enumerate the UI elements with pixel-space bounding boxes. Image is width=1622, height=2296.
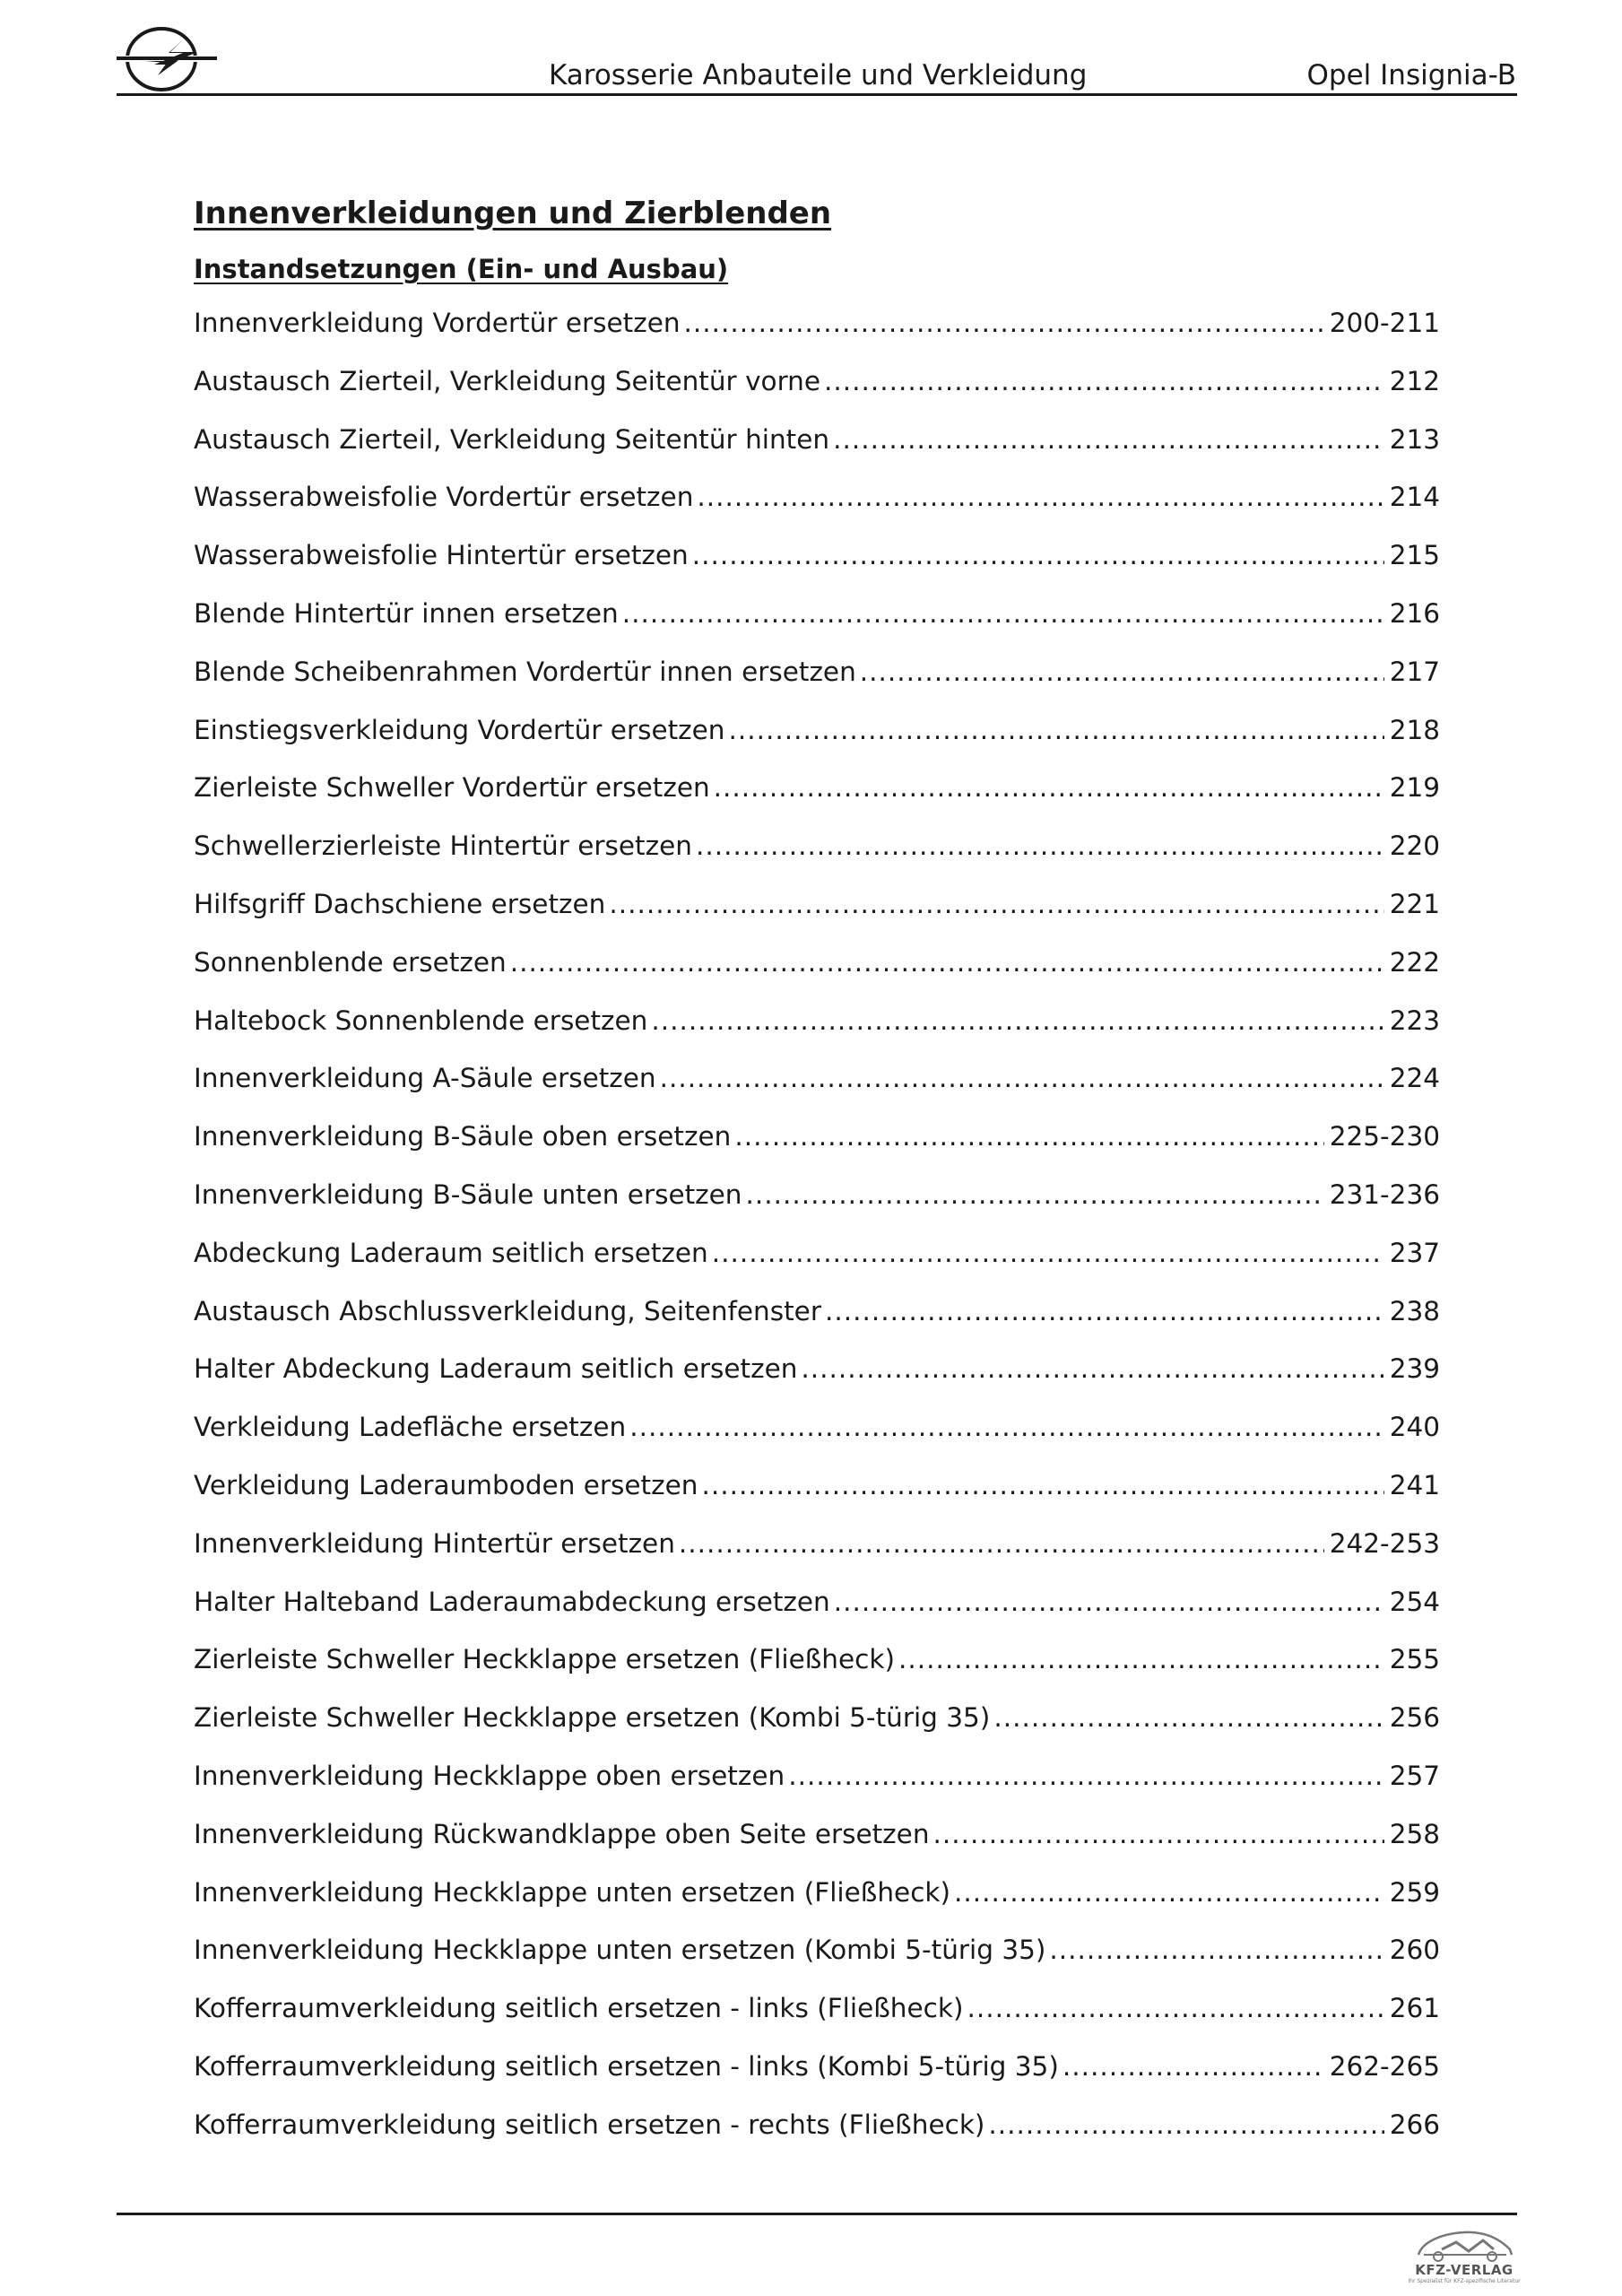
toc-entry[interactable] [194,1689,1440,1747]
toc-entry-title: Austausch Zierteil, Verkleidung Seitentür vorne [194,365,821,396]
toc-entry-page: 221 [1389,888,1440,919]
toc-entry-title: Innenverkleidung A-Säule ersetzen [194,1063,656,1094]
toc-entry-title: Innenverkleidung Hintertür ersetzen [194,1527,675,1559]
toc-dot-leader [834,1573,1384,1631]
toc-entry-title: Halter Abdeckung Laderaum seitlich ersetzen [194,1353,798,1385]
toc-entry[interactable] [194,1979,1440,2038]
toc-dot-leader [1063,2038,1324,2096]
toc-entry-title: Kofferraumverkleidung seitlich ersetzen - links (Kombi 5-türig 35) [194,2050,1059,2082]
toc-entry-title: Haltebock Sonnenblende ersetzen [194,1004,648,1036]
toc-entry-page: 255 [1389,1644,1440,1675]
toc-entry-page: 256 [1389,1702,1440,1734]
toc-entry-title: Wasserabweisfolie Hintertür ersetzen [194,540,689,571]
toc-dot-leader [609,875,1383,934]
toc-dot-leader [967,1979,1383,2038]
toc-entry[interactable] [194,1224,1440,1283]
toc-dot-leader [712,1224,1384,1283]
toc-entry[interactable] [194,2096,1440,2154]
toc-entry-page: 261 [1389,1993,1440,2024]
footer-divider [117,2213,1517,2215]
toc-entry[interactable] [194,352,1440,411]
toc-entry[interactable] [194,468,1440,526]
toc-entry-title: Halter Halteband Laderaumabdeckung ersetzen [194,1586,830,1617]
toc-entry-title: Innenverkleidung Heckklappe unten ersetzen (Kombi 5-türig 35) [194,1935,1046,1966]
toc-dot-leader [993,1689,1383,1747]
toc-entry[interactable] [194,1747,1440,1805]
header-model: Opel Insignia-B [1306,59,1516,91]
toc-entry[interactable] [194,526,1440,585]
toc-entry-title: Innenverkleidung Rückwandklappe oben Seite ersetzen [194,1818,930,1849]
toc-entry[interactable] [194,701,1440,760]
toc-dot-leader [933,1805,1384,1864]
toc-dot-leader [898,1631,1384,1689]
toc-dot-leader [954,1864,1384,1922]
toc-entry-title: Innenverkleidung B-Säule oben ersetzen [194,1121,732,1152]
toc-dot-leader [734,1108,1323,1166]
toc-entry-page: 262-265 [1329,2050,1440,2082]
publisher-logo [1406,2224,1522,2287]
toc-dot-leader [697,468,1383,526]
toc-dot-leader [692,526,1384,585]
toc-dot-leader [629,1398,1383,1457]
toc-entry[interactable] [194,817,1440,875]
toc-dot-leader [714,759,1384,817]
toc-dot-leader [746,1166,1324,1224]
toc-entry-page: 239 [1389,1353,1440,1385]
toc-entry-title: Innenverkleidung B-Säule unten ersetzen [194,1178,742,1210]
toc-list [194,294,1440,2154]
toc-entry[interactable] [194,1805,1440,1864]
toc-entry-page: 223 [1389,1004,1440,1036]
toc-entry-title: Kofferraumverkleidung seitlich ersetzen - links (Fließheck) [194,1993,964,2024]
header-title: Karosserie Anbauteile und Verkleidung [549,59,1088,91]
toc-entry[interactable] [194,1340,1440,1398]
toc-entry[interactable] [194,411,1440,469]
toc-entry-page: 219 [1389,772,1440,804]
publisher-logo-text: KFZ-VERLAG [1415,2262,1514,2278]
toc-dot-leader [801,1340,1383,1398]
toc-dot-leader [729,701,1384,760]
toc-entry-title: Kofferraumverkleidung seitlich ersetzen - rechts (Fließheck) [194,2109,985,2140]
toc-entry[interactable] [194,1166,1440,1224]
toc-dot-leader [510,934,1384,992]
toc-entry-page: 220 [1389,831,1440,862]
toc-dot-leader [988,2096,1383,2154]
opel-logo-icon [115,25,219,95]
header-divider [117,93,1517,96]
toc-entry-title: Wasserabweisfolie Vordertür ersetzen [194,482,694,513]
toc-entry-page: 224 [1389,1063,1440,1094]
toc-entry-title: Innenverkleidung Heckklappe oben ersetzen [194,1760,785,1791]
car-silhouette-icon [1406,2224,1522,2264]
toc-entry-page: 217 [1389,656,1440,687]
toc-entry-page: 240 [1389,1412,1440,1443]
toc-dot-leader [660,1049,1384,1108]
toc-entry-title: Verkleidung Laderaumboden ersetzen [194,1469,698,1500]
toc-entry-title: Zierleiste Schweller Heckklappe ersetzen (Kombi 5-türig 35) [194,1702,991,1734]
toc-entry-page: 237 [1389,1237,1440,1268]
publisher-tagline: Ihr Spezialist für KFZ-spezifische Literatur [1408,2278,1521,2284]
toc-entry-page: 215 [1389,540,1440,571]
toc-entry[interactable] [194,1108,1440,1166]
toc-entry-title: Innenverkleidung Heckklappe unten ersetzen (Fließheck) [194,1876,951,1908]
toc-dot-leader [833,411,1384,469]
section-title: Innenverkleidungen und Zierblenden [194,196,832,231]
toc-entry-title: Zierleiste Schweller Heckklappe ersetzen (Fließheck) [194,1644,895,1675]
toc-dot-leader [696,817,1384,875]
toc-entry-title: Abdeckung Laderaum seitlich ersetzen [194,1237,708,1268]
toc-entry-page: 238 [1389,1295,1440,1326]
toc-dot-leader [860,643,1384,701]
toc-dot-leader [825,1283,1384,1341]
toc-entry[interactable] [194,1457,1440,1515]
toc-dot-leader [651,992,1383,1050]
toc-entry-title: Austausch Abschlussverkleidung, Seitenfenster [194,1295,821,1326]
toc-entry[interactable] [194,875,1440,934]
toc-entry-page: 259 [1389,1876,1440,1908]
toc-entry[interactable] [194,1864,1440,1922]
toc-entry-title: Blende Scheibenrahmen Vordertür innen ersetzen [194,656,856,687]
toc-entry[interactable] [194,934,1440,992]
toc-entry-title: Einstiegsverkleidung Vordertür ersetzen [194,714,725,745]
toc-dot-leader [788,1747,1384,1805]
toc-entry-page: 225-230 [1329,1121,1440,1152]
page-header [0,0,1622,99]
toc-entry[interactable] [194,2038,1440,2096]
toc-entry[interactable] [194,643,1440,701]
toc-entry[interactable] [194,1049,1440,1108]
toc-dot-leader [622,585,1384,643]
toc-entry-title: Schwellerzierleiste Hintertür ersetzen [194,831,692,862]
toc-dot-leader [684,294,1324,352]
toc-entry-page: 242-253 [1329,1527,1440,1559]
toc-entry[interactable] [194,1283,1440,1341]
toc-entry-title: Hilfsgriff Dachschiene ersetzen [194,888,606,919]
toc-entry-page: 241 [1389,1469,1440,1500]
toc-entry-page: 260 [1389,1935,1440,1966]
toc-entry-page: 254 [1389,1586,1440,1617]
toc-entry-title: Innenverkleidung Vordertür ersetzen [194,308,681,338]
toc-entry[interactable] [194,759,1440,817]
toc-entry-title: Sonnenblende ersetzen [194,946,507,978]
toc-dot-leader [824,352,1384,411]
toc-entry[interactable] [194,1573,1440,1631]
toc-dot-leader [679,1515,1324,1573]
toc-entry[interactable] [194,585,1440,643]
toc-dot-leader [1049,1921,1383,1979]
subsection-title: Instandsetzungen (Ein- und Ausbau) [194,254,729,284]
toc-entry[interactable] [194,294,1440,352]
toc-entry-title: Zierleiste Schweller Vordertür ersetzen [194,772,710,804]
toc-entry[interactable] [194,992,1440,1050]
toc-entry-page: 216 [1389,597,1440,629]
toc-entry-page: 257 [1389,1760,1440,1791]
toc-dot-leader [701,1457,1383,1515]
toc-content [194,190,1440,2154]
toc-entry-page: 231-236 [1329,1178,1440,1210]
toc-entry-page: 214 [1389,482,1440,513]
toc-entry-page: 218 [1389,714,1440,745]
toc-entry-page: 266 [1389,2109,1440,2140]
toc-entry-page: 222 [1389,946,1440,978]
toc-entry-title: Blende Hintertür innen ersetzen [194,597,619,629]
toc-entry-page: 200-211 [1329,308,1440,338]
toc-entry-title: Austausch Zierteil, Verkleidung Seitentür hinten [194,423,830,455]
toc-entry[interactable] [194,1515,1440,1573]
toc-entry[interactable] [194,1398,1440,1457]
toc-entry[interactable] [194,1921,1440,1979]
toc-entry-page: 258 [1389,1818,1440,1849]
toc-entry-page: 213 [1389,423,1440,455]
toc-entry-page: 212 [1389,365,1440,396]
toc-entry-title: Verkleidung Ladefläche ersetzen [194,1412,627,1443]
toc-entry[interactable] [194,1631,1440,1689]
